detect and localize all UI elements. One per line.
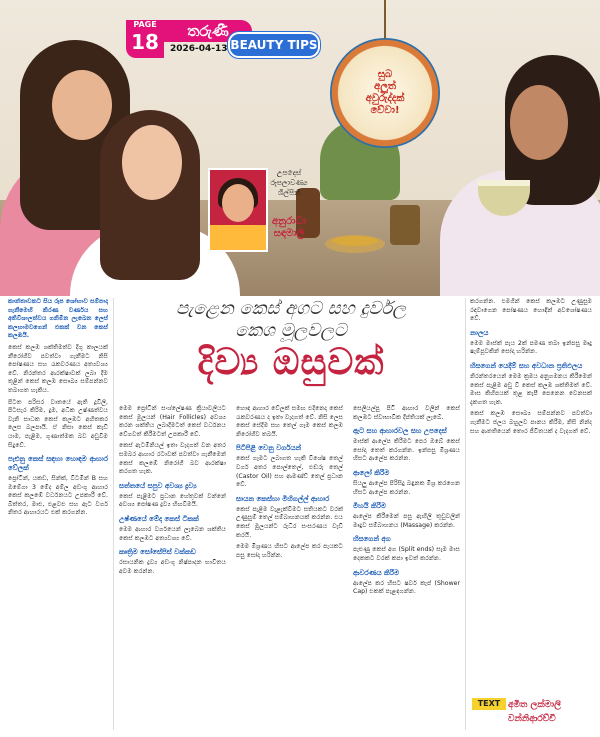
paragraph: සියලු ආලේප පිරිසිදු බඳුනක මිශ්‍ර කරගෙන හිසට ආලේප කරන්න.	[353, 479, 460, 496]
author-clothes	[210, 225, 266, 250]
writer-name-line2: වන්නිආරච්චි	[508, 714, 556, 724]
paragraph: කෙස් පැළීම වැළැක්වීමට සතියකට වරක් උණුසුම් තෙල් සම්බාහනයක් කරන්න. එය කෙස් මූලයන්ට රුධිර සංසරණය වැඩි කරයි.	[236, 505, 343, 539]
writer-name	[508, 698, 592, 726]
headline-main: දිව්‍ය ඔසුවක්	[197, 342, 385, 383]
subheading: උෂ්ණයේ මේද කෙස් ටිකක්	[119, 514, 199, 523]
badge-string	[384, 0, 386, 40]
article-column-1	[8, 298, 108, 728]
headline-line1: පැළෙන කෙස් අගට සහ දුර්වල	[175, 298, 407, 319]
paragraph: මාස්ක් ආලේප කිරීමට පෙර ඔබේ කෙස් සෝදා තෙත් කරගන්න. ඉන්පසු මිශ්‍රණය හිසට ආලේප කරන්න.	[353, 438, 460, 463]
subheading: කෘත්‍රිම සෝසේපිස් වක්කඩ	[119, 548, 196, 557]
author-role-3: ශිල්පිනී	[277, 188, 301, 197]
writer-name-line1: අමිත ලක්මාලි	[508, 700, 561, 710]
paragraph: කෙස් පැළීමට ප්‍රධාන හේතුවක් වන්නේ අවශ්‍ය පෝෂණ ද්‍රව්‍ය හිඟවීමයි.	[119, 492, 226, 509]
column-divider	[113, 298, 114, 730]
herb-jar	[390, 205, 420, 245]
author-caption	[262, 168, 316, 240]
badge-line3: අවුරුද්දක්	[365, 93, 405, 104]
badge-line1: සුබ	[377, 69, 393, 80]
daughter-face	[122, 125, 182, 200]
mother-face	[52, 70, 112, 140]
paragraph: නිරන්තරයෙන් මෙම ක්‍රමය අනුගමනය කිරීමෙන් කෙස් පැළීම අඩු වී කෙස් කලඹ ශක්තිමත් වේ. මාස කිහිපයක් තුළ කැපී පෙනෙන වෙනසක් දැකගත හැක.	[470, 372, 592, 406]
issue-date: 2026-04-13	[170, 44, 228, 54]
paragraph: කෙස් කලඹ සෞඛ්‍ය සම්පන්නව පවත්වා ගැනීමට ජලය බහුලව පානය කිරීම, නිසි නින්ද සහ ආතතියෙන් තොර ජීවිතයක් ද වැදගත් වේ.	[470, 410, 592, 435]
credit-tag: TEXT	[472, 698, 506, 710]
article-column-3	[236, 405, 343, 731]
category-badge: BEAUTY TIPS	[228, 32, 320, 58]
paragraph: මෙම මිශ්‍රණය හිසට ආලේප කර පැයකට පසු සෝදා හරින්න.	[236, 543, 343, 559]
article-column-5	[470, 298, 592, 693]
paragraph: ආලේප කර හිසට ෂවර් කැප් (Shower Cap) එකක් පැළඳගන්න.	[353, 579, 460, 596]
woman-face	[510, 85, 568, 160]
paragraph: මෙම ප්‍රෝටීන් සංශ්ලේෂණ ක්‍රියාවලියට කෙස් මූලයන් (Hair Follicles) අවශ්‍ය කරන ශක්තිය ලබාදීමටත් කෙස් වර්ධනය වේගවත් කිරීමටත් උපකාරී වේ.	[119, 405, 226, 438]
headline-line2: කෙශ මූලවලට	[235, 320, 347, 341]
author-photo	[208, 168, 268, 252]
fenugreek-seeds	[332, 236, 378, 246]
subheading: ඇට සහ ආහාරවල සහ උපදෙස්	[353, 427, 447, 436]
subheading: නාලය	[470, 328, 489, 337]
subheading: හිසගෙන් අග	[353, 535, 391, 544]
page-number: 18	[131, 30, 159, 54]
paragraph: මෙම ආහාර වර්ගයෙන් ලැබෙන ශක්තිය කෙස් කලඹට අත්‍යවශ්‍ය වේ.	[119, 525, 226, 542]
subheading: සත්තයේ සපුව අවශ්‍ය ද්‍රව්‍ය	[119, 481, 197, 490]
paragraph: හොඳ ආහාර වේලක් සමඟ එදිනෙදා කෙස් රැකවරණය ද ඉතා වැදගත් වේ. නිසි ලෙස කෙස් සේදීම සහ තෙල් ගෑම කෙස් කලඹ නිරෝගීව තබයි.	[236, 405, 343, 438]
article-column-4	[353, 405, 460, 731]
subheading: සායන කෙස්හා මිහිගල්ල් ආහාර	[236, 494, 330, 503]
subheading: මිහයි කිරිම	[353, 502, 386, 511]
column-divider	[465, 298, 466, 730]
paragraph: කෙස් කලඹ ශක්තිමත්ව දිගු කාලයක් නීරෝගීව පවත්වා ගැනීමට නිසි පෝෂණය සහ රැකවරණය අත්‍යවශ්‍ය වේ. නිරන්තර ආරක්ෂාවක් ලබා දීම තුළින් කෙස් කලඹ සෞඛ්‍ය සම්පන්නව තබාගත හැකිය.	[8, 343, 108, 394]
author-name-1: අනුරාධා	[271, 216, 307, 227]
page-label: PAGE	[133, 20, 157, 29]
subheading: පැළුනු කෙස් සඳහා හොඳම ආහාර වේලක්	[8, 455, 108, 473]
author-face	[222, 184, 254, 222]
author-name-2: සඳමාලි	[273, 228, 305, 239]
article-column-2	[119, 405, 226, 731]
writer-credit	[472, 698, 592, 732]
subheading: ආවරණය කිරිම	[353, 568, 399, 577]
paragraph: සෙලියල්පු පිටි ආහාර වලින් කෙස් කලඹට ස්වාභාවික දීප්තියක් ලැබේ.	[353, 405, 460, 421]
intro-paragraph: කාන්තාවකට සිය රූප ශෝභාව සම්පාදා ගැනීමෙහි කිරණ වර්ණය සහ අතිවිශාලත්වය ගනිමින ලැබෙන ලෙස් කලහාමවගෙන් එකක් වන කෙස් කලඹයි.	[8, 298, 108, 340]
badge-line2: අලුත්	[374, 81, 396, 92]
paragraph: රසායනික ද්‍රව්‍ය අඩංගු නිෂ්පාදන භාවිතය අවම කරන්න.	[119, 559, 226, 575]
author-role-2: රූපලාවණ්‍ය	[270, 178, 308, 187]
subheading: හිසගෙන් යෙදීම් සහ අවධාන ප්‍රතිඵලය	[470, 361, 583, 370]
paragraph: කෙස් ගෑමට ලබාගත හැකි විශේෂ තෙල් වර්ග අතර පොල්තෙල්, එඬරු තෙල් (Castor Oil) සහ ආමණ්ඩ් තෙල් ප්‍රධාන වේ.	[236, 455, 343, 489]
new-year-badge	[330, 38, 440, 148]
badge-line4: වේවා!	[370, 105, 400, 116]
headline	[116, 298, 466, 384]
page-badge	[126, 20, 164, 58]
paragraph: මෙම මාස්ක් පැය 2ක් පමණ තබා ඉන්පසු මෘදු ෂැම්පූවකින් සෝදා හරින්න.	[470, 339, 592, 356]
author-role-1: උපදෙස්	[276, 168, 302, 177]
paragraph: ප්‍රෝටීන්, යකඩ, සින්ක්, විටමින් B සහ ඔමේගා 3 මේද අම්ල අඩංගු ආහාර කෙස් කලඹේ වර්ධනයට උපකාරී වේ. බිත්තර, මාළු, එළවළු සහ ඇට වර්ග නිතර ආහාරයට එක් කරගන්න.	[8, 475, 108, 517]
paragraph: කරගන්න. එමගින් කෙස් කලඹට උණුසුම රඳවාගෙන පෝෂණය හොඳින් අවශෝෂණය වේ.	[470, 298, 592, 323]
paragraph: පැළුණු කෙස් අග (Split ends) සෑම මාස දෙකකට වරක් කපා ඉවත් කරන්න.	[353, 546, 460, 562]
subheading: ආලෝ කිරිම	[353, 468, 390, 477]
paragraph: පිටත පරිසර වාතයේ ඇති දූවිලි, පිටසැර කිරිම, දුම, අධික උෂ්ණත්වය වැනි සාධක කෙස් කලඹට අහිතකර ලෙස බලපායි. ඒ නිසා කෙස් කැඩී යාම, පැළීම, ගුණාත්මක බව අඩුවීම සිදුවේ.	[8, 398, 108, 449]
subheading: පිටිපිළි වෙනු වර්ගයන්	[236, 444, 302, 453]
section-title: තරුණී	[164, 20, 252, 42]
paragraph: කෙස් ඇටමිනියල් ඉතා වැදගත් වන අතර සමබර ආහාර රටාවක් පවත්වා ගැනීමෙන් කෙස් කලඹේ නිරෝගී බව ආරක්ෂා කරගත හැක.	[119, 442, 226, 476]
paragraph: ආලේප කිරීමෙන් පසු ඇඟිලි තුඩුවලින් මෘදුව සම්බාහනය (Massage) කරන්න.	[353, 513, 460, 529]
